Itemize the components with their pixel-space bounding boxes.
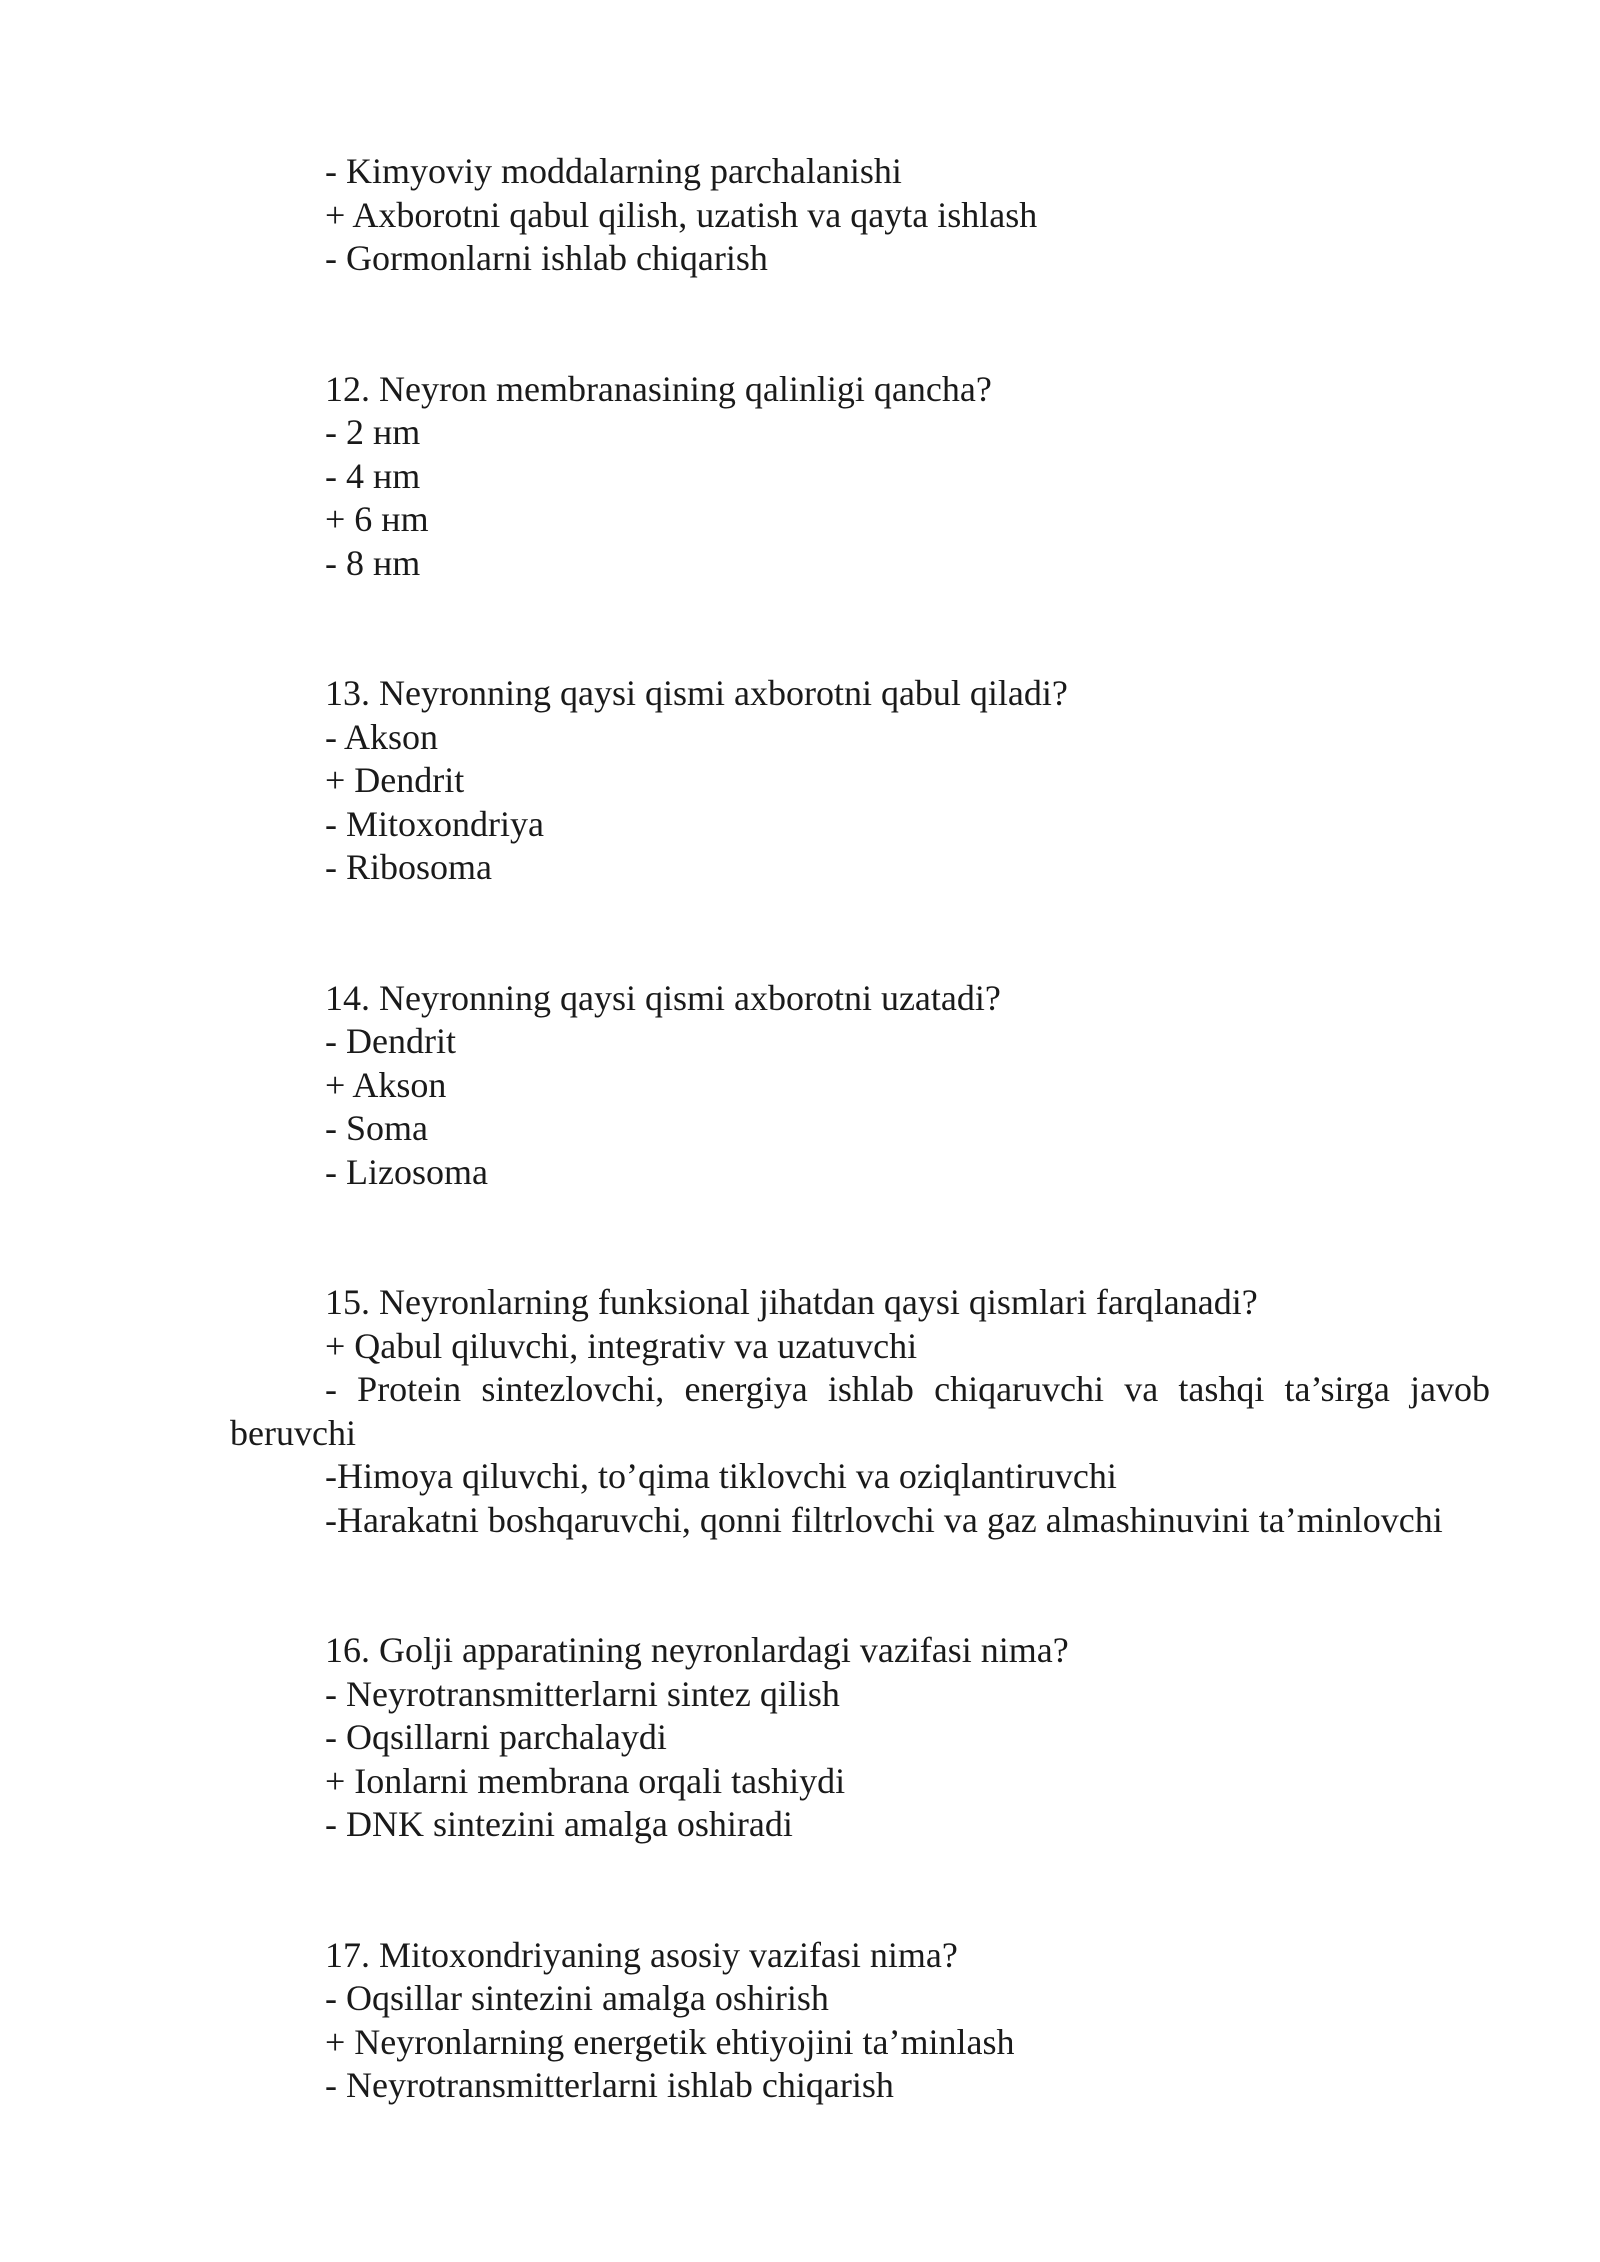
answer-option: - 8 нm bbox=[325, 542, 421, 583]
answer-option: - Gormonlarni ishlab chiqarish bbox=[325, 238, 768, 278]
answer-option-correct: + Axborotni qabul qilish, uzatish va qayta ishlash bbox=[325, 194, 1038, 235]
answer-option: - Oqsillar sintezini amalga oshirish bbox=[325, 1978, 829, 2018]
quiz-content bbox=[230, 150, 1490, 2108]
question-text: 15. Neyronlarning funksional jihatdan qaysi qismlari farqlanadi? bbox=[325, 1282, 1258, 1322]
question-block-11-continued bbox=[230, 150, 1490, 281]
answer-option: - 2 нm bbox=[325, 412, 421, 452]
answer-option-correct: + Qabul qiluvchi, integrativ va uzatuvchi bbox=[325, 1325, 918, 1366]
answer-option: - Kimyoviy moddalarning parchalanishi bbox=[325, 151, 902, 191]
answer-option: - Lizosoma bbox=[325, 1151, 488, 1192]
question-block-16 bbox=[230, 1629, 1490, 1847]
answer-option: - Oqsillarni parchalaydi bbox=[325, 1717, 667, 1757]
answer-option-correct: + Ionlarni membrana orqali tashiydi bbox=[325, 1760, 846, 1801]
answer-option-correct: + 6 нm bbox=[325, 499, 429, 539]
spacer bbox=[230, 1542, 1490, 1629]
spacer bbox=[230, 281, 1490, 368]
question-block-12 bbox=[230, 368, 1490, 586]
question-text: 12. Neyron membranasining qalinligi qancha? bbox=[325, 368, 992, 409]
spacer bbox=[230, 585, 1490, 672]
answer-option-correct: + Akson bbox=[325, 1064, 447, 1105]
spacer bbox=[230, 1847, 1490, 1934]
answer-option: - Mitoxondriya bbox=[325, 803, 544, 844]
spacer bbox=[230, 1194, 1490, 1281]
answer-option: -Himoya qiluvchi, to’qima tiklovchi va oziqlantiruvchi bbox=[325, 1456, 1117, 1496]
question-block-13 bbox=[230, 672, 1490, 890]
answer-option: - Ribosoma bbox=[325, 847, 492, 887]
question-text: 14. Neyronning qaysi qismi axborotni uzatadi? bbox=[325, 977, 1001, 1018]
question-text: 13. Neyronning qaysi qismi axborotni qabul qiladi? bbox=[325, 673, 1068, 713]
question-block-17 bbox=[230, 1934, 1490, 2108]
answer-option-correct: + Neyronlarning energetik ehtiyojini ta’minlash bbox=[325, 2021, 1015, 2062]
answer-option: - 4 нm bbox=[325, 455, 421, 496]
question-text: 16. Golji apparatining neyronlardagi vazifasi nima? bbox=[325, 1630, 1069, 1670]
answer-option: - Soma bbox=[325, 1108, 428, 1148]
answer-option: - Akson bbox=[325, 716, 439, 757]
answer-option: - Neyrotransmitterlarni sintez qilish bbox=[325, 1673, 840, 1714]
answer-option: - DNK sintezini amalga oshiradi bbox=[325, 1804, 793, 1844]
question-block-15 bbox=[230, 1281, 1490, 1542]
question-text: 17. Mitoxondriyaning asosiy vazifasi nima? bbox=[325, 1934, 958, 1975]
question-block-14 bbox=[230, 977, 1490, 1195]
answer-option: -Harakatni boshqaruvchi, qonni filtrlovchi va gaz almashinuvini ta’minlovchi bbox=[325, 1499, 1443, 1540]
spacer bbox=[230, 890, 1490, 977]
answer-option: - Protein sintezlovchi, energiya ishlab chiqaruvchi va tashqi ta’sirga javob beruvchi bbox=[230, 1369, 1490, 1453]
answer-option: - Dendrit bbox=[325, 1021, 456, 1061]
answer-option-correct: + Dendrit bbox=[325, 760, 465, 800]
answer-option: - Neyrotransmitterlarni ishlab chiqarish bbox=[325, 2065, 894, 2105]
